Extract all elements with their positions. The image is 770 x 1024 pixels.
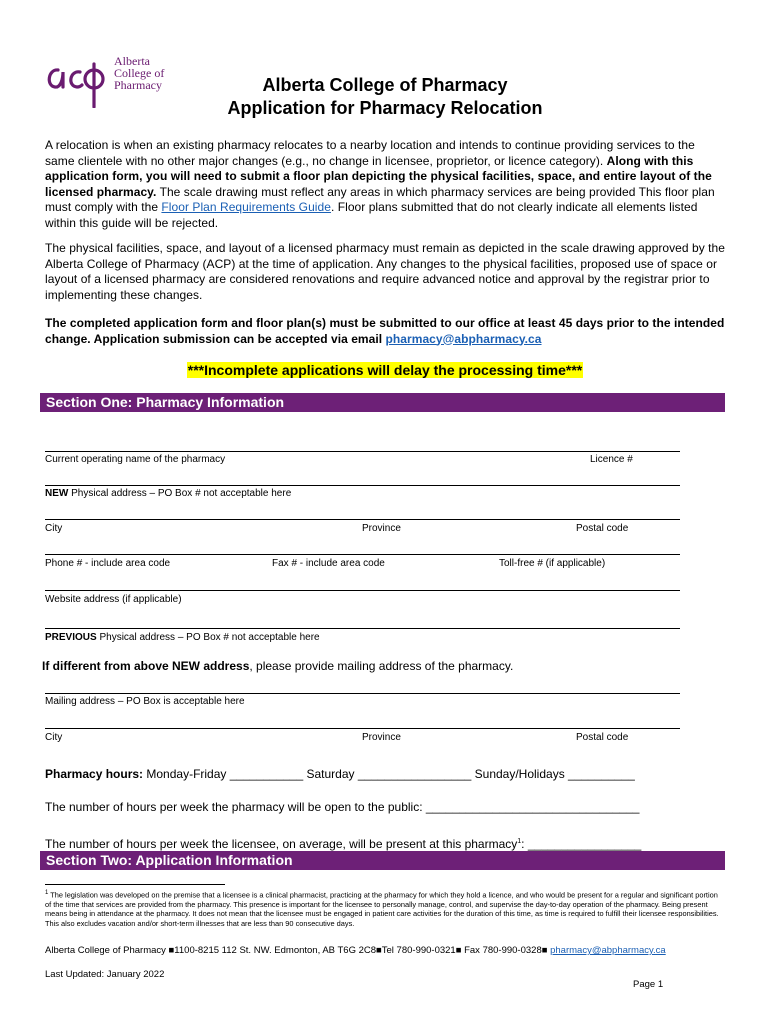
section-one-header: Section One: Pharmacy Information (40, 393, 725, 412)
new-address-line[interactable] (45, 485, 680, 486)
footer-address: Alberta College of Pharmacy ■1100-8215 112 St. NW. Edmonton, AB T6G 2C8■Tel 780-990-0321■ Fax 780-990-0328■ pharmacy@abpharmacy.ca (45, 945, 666, 956)
pharmacy-name-line[interactable] (45, 451, 680, 452)
mailing-address-line[interactable] (45, 693, 680, 694)
website-line[interactable] (45, 590, 680, 591)
licensee-hours-field[interactable]: The number of hours per week the licensee, on average, will be present at this pharmacy$^1$: _________________ (45, 837, 642, 851)
last-updated: Last Updated: January 2022 (45, 969, 165, 980)
incomplete-warning: ***Incomplete applications will delay the processing time*** (187, 362, 583, 378)
mailing-city-label: City (45, 732, 63, 743)
city-label: City (45, 523, 63, 534)
province-label: Province (362, 523, 401, 534)
mailing-city-line[interactable] (45, 728, 680, 729)
footnote: $^1$ The legislation was developed on the premise that a licensee is a clinical pharmacist, practicing at the pharmacy for which they hold a licence, and who would be present for a regular and significant portion of the time that services are provided from the pharmacy. This presence is important for the licensee to personally manage, control, and supervise the day-to-day operation of the pharmacy. Being present means being in attendance at the pharmacy. It does not mean that the licensee must be engaged in patient care activities for the duration of this time, as time is required to fulfill their licensee responsibilities. This also excludes vacation and/or short-term illnesses that are less than 90 consecutive days. (45, 890, 719, 928)
weekly-open-hours-field[interactable]: The number of hours per week the pharmacy will be open to the public: ________________________________ (45, 800, 640, 814)
pharmacy-hours-field[interactable]: Pharmacy hours: Monday-Friday ___________ Saturday _________________ Sunday/Holidays __________ (45, 767, 635, 781)
website-label: Website address (if applicable) (45, 594, 182, 605)
phone-label: Phone # - include area code (45, 558, 171, 569)
mailing-address-label: Mailing address – PO Box is acceptable here (45, 696, 245, 707)
section-two-header: Section Two: Application Information (40, 851, 725, 870)
email-link[interactable]: pharmacy@abpharmacy.ca (385, 331, 542, 346)
tollfree-label: Toll-free # (if applicable) (499, 558, 606, 569)
pharmacy-name-label: Current operating name of the pharmacy (45, 454, 226, 465)
postal-code-label: Postal code (576, 523, 629, 534)
mailing-postal-label: Postal code (576, 732, 629, 743)
document-title: Alberta College of Pharmacy (262, 75, 508, 95)
mailing-address-instruction: If different from above NEW address, please provide mailing address of the pharmacy. (42, 659, 514, 673)
new-address-label: NEW Physical address – PO Box # not acceptable here (45, 488, 292, 499)
document-subtitle: Application for Pharmacy Relocation (227, 98, 543, 118)
mailing-province-label: Province (362, 732, 401, 743)
submission-notice: The completed application form and floor plan(s) must be submitted to our office at least 45 days prior to the intended change. Application submission can be accepted via email pharmacy@abpharmacy.ca (45, 316, 725, 346)
previous-address-label: PREVIOUS Physical address – PO Box # not acceptable here (45, 632, 320, 643)
floor-plan-guide-link[interactable]: Floor Plan Requirements Guide (161, 200, 331, 214)
intro-paragraph-1: A relocation is when an existing pharmacy relocates to a nearby location and intends to continue providing services to the same clientele with no other major changes (e.g., no change in licensee, proprietor, or licence category). Along with this application form, you will need to submit a floor plan depicting the physical facilities, space, and entire layout of the licensed pharmacy. The scale drawing must reflect any areas in which pharmacy services are being provided This floor plan must comply with the Floor Plan Requirements Guide. Floor plans submitted that do not clearly indicate all elements listed within this guide will be rejected. (45, 138, 715, 230)
page-number: Page 1 (633, 979, 664, 990)
phone-line[interactable] (45, 554, 680, 555)
footnote-separator (45, 884, 225, 885)
licence-label: Licence # (590, 454, 633, 465)
previous-address-line[interactable] (45, 628, 680, 629)
city-line[interactable] (45, 519, 680, 520)
acp-logo-text: Alberta College of Pharmacy (114, 54, 165, 92)
intro-paragraph-2: The physical facilities, space, and layout of a licensed pharmacy must remain as depicted in the scale drawing approved by the Alberta College of Pharmacy (ACP) at the time of application. Any changes to the physical facilities, proposed use of space or layout of a licensed pharmacy are considered renovations and require advanced notice and approval by the registrar prior to implementing these changes. (45, 241, 725, 302)
fax-label: Fax # - include area code (272, 558, 385, 569)
footer-email-link[interactable]: pharmacy@abpharmacy.ca (550, 945, 666, 956)
